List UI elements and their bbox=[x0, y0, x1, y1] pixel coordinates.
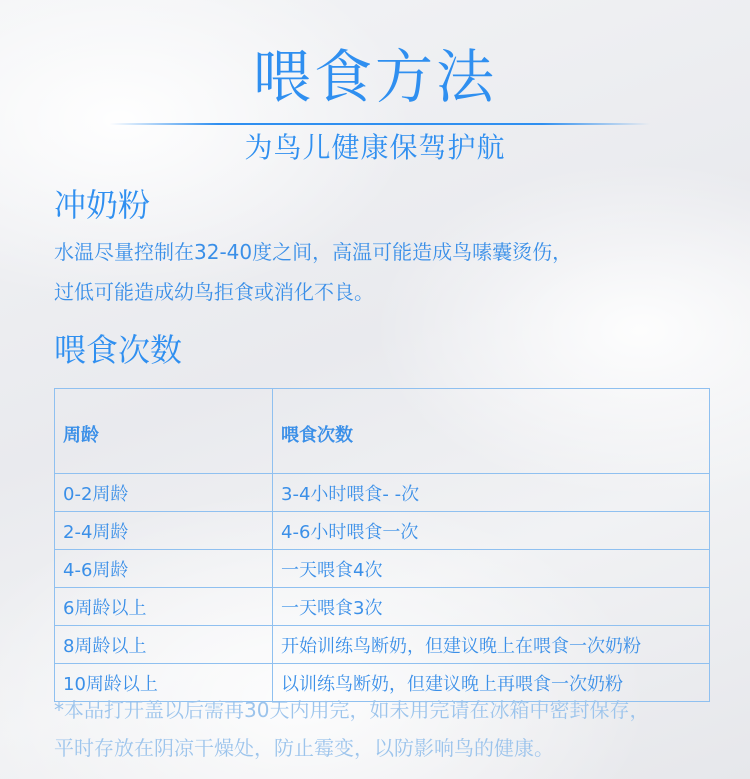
section-heading-milk: 冲奶粉 bbox=[54, 186, 151, 224]
note-line: *本品打开盖以后需再30天内用完，如未用完请在冰箱中密封保存， bbox=[54, 698, 650, 722]
cell-age: 8周龄以上 bbox=[55, 626, 273, 664]
section-heading-feeding-times: 喂食次数 bbox=[54, 331, 183, 369]
cell-feeding: 以训练鸟断奶，但建议晚上再喂食一次奶粉 bbox=[273, 664, 710, 702]
table-row bbox=[55, 550, 710, 588]
cell-age: 10周龄以上 bbox=[55, 664, 273, 702]
table-row bbox=[55, 626, 710, 664]
cell-age: 4-6周龄 bbox=[55, 550, 273, 588]
table-header-row bbox=[55, 389, 710, 474]
cell-feeding: 一天喂食3次 bbox=[273, 588, 710, 626]
table-row bbox=[55, 474, 710, 512]
storage-note bbox=[54, 691, 744, 767]
feeding-table bbox=[54, 388, 710, 702]
cell-age: 6周龄以上 bbox=[55, 588, 273, 626]
cell-feeding: 开始训练鸟断奶，但建议晚上在喂食一次奶粉 bbox=[273, 626, 710, 664]
cell-feeding: 3-4小时喂食- -次 bbox=[273, 474, 710, 512]
milk-line: 过低可能造成幼鸟拒食或消化不良。 bbox=[54, 280, 374, 304]
cell-feeding: 一天喂食4次 bbox=[273, 550, 710, 588]
milk-line: 水温尽量控制在32-40度之间，高温可能造成鸟嗉囊烫伤， bbox=[54, 240, 573, 264]
cell-feeding: 4-6小时喂食一次 bbox=[273, 512, 710, 550]
note-line: 平时存放在阴凉干燥处，防止霉变，以防影响鸟的健康。 bbox=[54, 736, 554, 760]
milk-instructions bbox=[54, 232, 704, 312]
cell-age: 0-2周龄 bbox=[55, 474, 273, 512]
page-title: 喂食方法 bbox=[252, 43, 497, 111]
cell-age: 2-4周龄 bbox=[55, 512, 273, 550]
table-row bbox=[55, 512, 710, 550]
header-age: 周龄 bbox=[55, 389, 273, 474]
title-divider bbox=[110, 123, 650, 125]
table-row bbox=[55, 588, 710, 626]
page-subtitle: 为鸟儿健康保驾护航 bbox=[244, 131, 506, 164]
header-feeding-count: 喂食次数 bbox=[273, 389, 710, 474]
